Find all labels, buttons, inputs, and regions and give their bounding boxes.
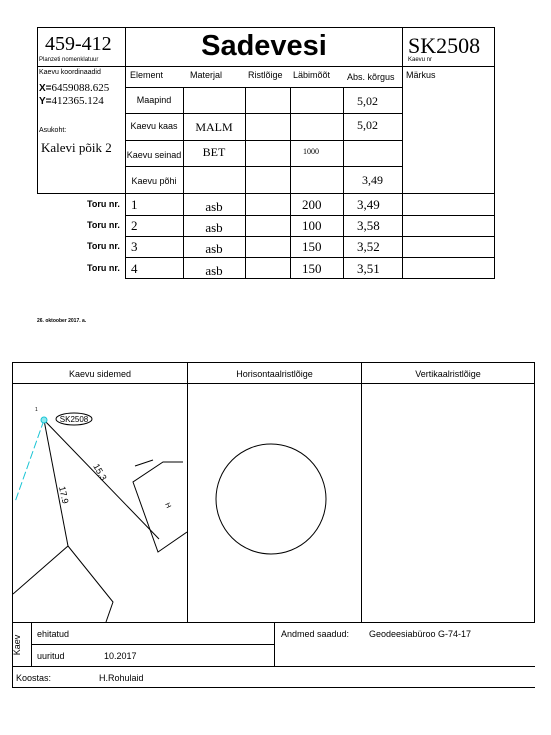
pipe-material: asb (205, 199, 223, 214)
surveyed-label: uuritud (37, 651, 65, 661)
well-number-label: Kaevu nr (408, 57, 433, 63)
row-element-label: Maapind (136, 95, 172, 105)
pipe-nr: 2 (131, 218, 138, 233)
y-value: 412365.124 (51, 95, 104, 107)
y-label: Y= (39, 96, 52, 107)
col-header-elevation: Abs. kõrgus (347, 72, 395, 82)
pipe-nr: 1 (131, 197, 138, 212)
col-header-cross-section: Ristlõige (248, 70, 283, 80)
col-title-connections: Kaevu sidemed (68, 369, 132, 379)
pipe-material: asb (205, 220, 223, 235)
surveyed-value: 10.2017 (104, 651, 137, 661)
row-elevation: 5,02 (357, 94, 378, 108)
pipe-label: Toru nr. (87, 220, 120, 230)
footer-side-label: Kaev (12, 634, 22, 656)
col-header-notes: Märkus (406, 70, 436, 80)
pipe-elevation: 3,52 (357, 239, 380, 254)
distance-label: 15.3 (91, 462, 109, 483)
row-element-label: Kaevu seinad (126, 150, 182, 160)
row-elevation: 3,49 (362, 173, 383, 187)
source-value: Geodeesiabüroo G-74-17 (369, 629, 472, 639)
built-label: ehitatud (37, 629, 70, 639)
pipe-diameter: 150 (302, 261, 322, 276)
row-element-label: Kaevu põhi (131, 176, 177, 186)
x-value: 6459088.625 (51, 82, 110, 94)
row-diameter: 1000 (303, 147, 319, 156)
document-date: 26. oktoober 2017. a. (37, 318, 87, 324)
pipe-label: Toru nr. (87, 241, 120, 251)
location-value: Kalevi põik 2 (41, 140, 112, 155)
pipe-diameter: 150 (302, 239, 322, 254)
compiled-label: Koostas: (16, 673, 52, 683)
building-label: H (163, 501, 172, 510)
pipe-elevation: 3,51 (357, 261, 380, 276)
col-title-horizontal: Horisontaalristlõige (236, 369, 313, 379)
col-header-element: Element (130, 70, 164, 80)
point-label: 1 (35, 407, 38, 413)
pipe-nr: 4 (131, 261, 138, 276)
location-label: Asukoht: (39, 127, 67, 134)
col-header-material: Materjal (190, 70, 223, 80)
source-label: Andmed saadud: (281, 629, 350, 639)
pipe-elevation: 3,49 (357, 197, 380, 212)
row-material: MALM (195, 120, 233, 134)
pipe-diameter: 100 (302, 218, 322, 233)
col-title-vertical: Vertikaalristlõige (415, 369, 481, 379)
well-number: SK2508 (408, 33, 481, 58)
pipe-diameter: 200 (302, 197, 322, 212)
well-tag-label: SK2508 (59, 415, 89, 424)
x-label: X= (39, 83, 52, 94)
pipe-elevation: 3,58 (357, 218, 380, 233)
coords-label: Kaevu koordinaadid (39, 69, 101, 76)
page-title: Sadevesi (201, 30, 327, 62)
pipe-material: asb (205, 241, 223, 256)
nomenclature-code: 459-412 (45, 33, 112, 55)
distance-label: 17.9 (57, 485, 71, 505)
pipe-label: Toru nr. (87, 199, 120, 209)
row-elevation: 5,02 (357, 118, 378, 132)
pipe-material: asb (205, 263, 223, 278)
pipe-label: Toru nr. (87, 263, 120, 273)
nomenclature-label: Planzeti nomenklatuur (39, 57, 99, 63)
pipe-nr: 3 (131, 239, 138, 254)
col-header-diameter: Läbimõõt (293, 70, 331, 80)
compiled-value: H.Rohulaid (99, 673, 144, 683)
row-material: BET (202, 145, 226, 159)
row-element-label: Kaevu kaas (130, 121, 178, 131)
